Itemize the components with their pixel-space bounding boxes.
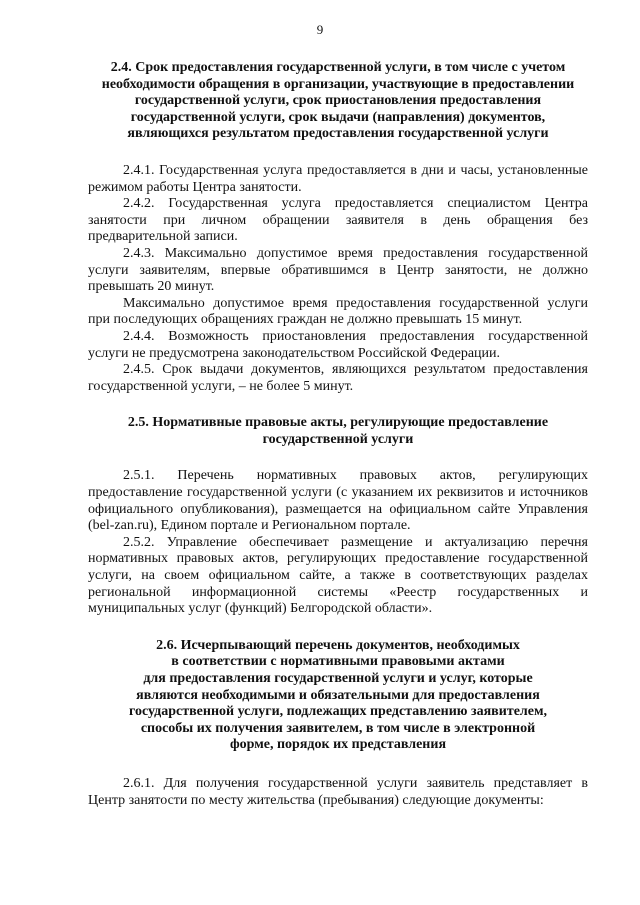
heading-line: государственной услуги, срок выдачи (направления) документов,: [130, 109, 546, 125]
heading-line: 2.4. Срок предоставления государственной услуги, в том числе с учетом: [110, 60, 566, 75]
heading-line: являющихся результатом предоставления государственной услуги: [127, 126, 549, 142]
heading-line: 2.6. Исчерпывающий перечень документов, необходимых: [156, 637, 520, 653]
heading-line: в соответствии с нормативными правовыми актами: [171, 654, 505, 670]
paragraph-2-4-3-continued: Максимально допустимое время предоставления государственной услуги при последующих обращениях граждан не должно превышать 15 минут.: [88, 295, 588, 328]
heading-line: государственной услуги, подлежащих представлению заявителем,: [128, 704, 548, 720]
paragraph-2-5-1: 2.5.1. Перечень нормативных правовых актов, регулирующих предоставление государственной услуги (с указанием их реквизитов и источников официального опубликования), размещается на официальном сайте Управления (bel-zan.ru), Едином портале и Региональном портале.: [88, 468, 588, 534]
section-heading-2-5: [88, 415, 588, 448]
paragraph-2-4-4: 2.4.4. Возможность приостановления предоставления государственной услуги не предусмотрена законодательством Российской Федерации.: [88, 328, 588, 361]
page-number: 9: [316, 22, 324, 37]
paragraph-2-5-2: 2.5.2. Управление обеспечивает размещение и актуализацию перечня нормативных правовых актов, регулирующих предоставление государственной услуги, на своем официальном сайте, а также в соответствующих разделах региональной информационной системы «Реестр государственных и муниципальных услуг (функций) Белгородской области».: [88, 534, 588, 617]
paragraph-2-4-2: 2.4.2. Государственная услуга предоставляется специалистом Центра занятости при личном обращении заявителя в день обращения без предварительной записи.: [88, 196, 588, 245]
paragraph-2-4-3: 2.4.3. Максимально допустимое время предоставления государственной услуги заявителям, впервые обратившимся в Центр занятости, не должно превышать 20 минут.: [88, 245, 588, 295]
paragraph-2-4-5: 2.4.5. Срок выдачи документов, являющихся результатом предоставления государственной услуги, – не более 5 минут.: [88, 362, 588, 394]
heading-line: государственной услуги, срок приостановления предоставления: [134, 93, 542, 109]
heading-line: способы их получения заявителем, в том числе в электронной: [140, 720, 536, 736]
heading-line: для предоставления государственной услуги и услуг, которые: [143, 671, 533, 686]
paragraph-2-6-1: 2.6.1. Для получения государственной услуги заявитель представляет в Центр занятости по месту жительства (пребывания) следующие документы:: [88, 775, 588, 808]
heading-line: государственной услуги: [262, 431, 414, 447]
heading-line: 2.5. Нормативные правовые акты, регулирующие предоставление: [127, 415, 549, 431]
paragraph-2-4-1: 2.4.1. Государственная услуга предоставляется в дни и часы, установленные режимом работы Центра занятости.: [88, 162, 588, 195]
heading-line: являются необходимыми и обязательными для предоставления: [136, 687, 540, 703]
section-heading-2-6: [88, 638, 588, 754]
heading-line: необходимости обращения в организации, участвующие в предоставлении: [101, 76, 575, 92]
document-body: [88, 60, 588, 809]
section-heading-2-4: [88, 60, 588, 143]
heading-line: форме, порядок их представления: [229, 737, 447, 753]
